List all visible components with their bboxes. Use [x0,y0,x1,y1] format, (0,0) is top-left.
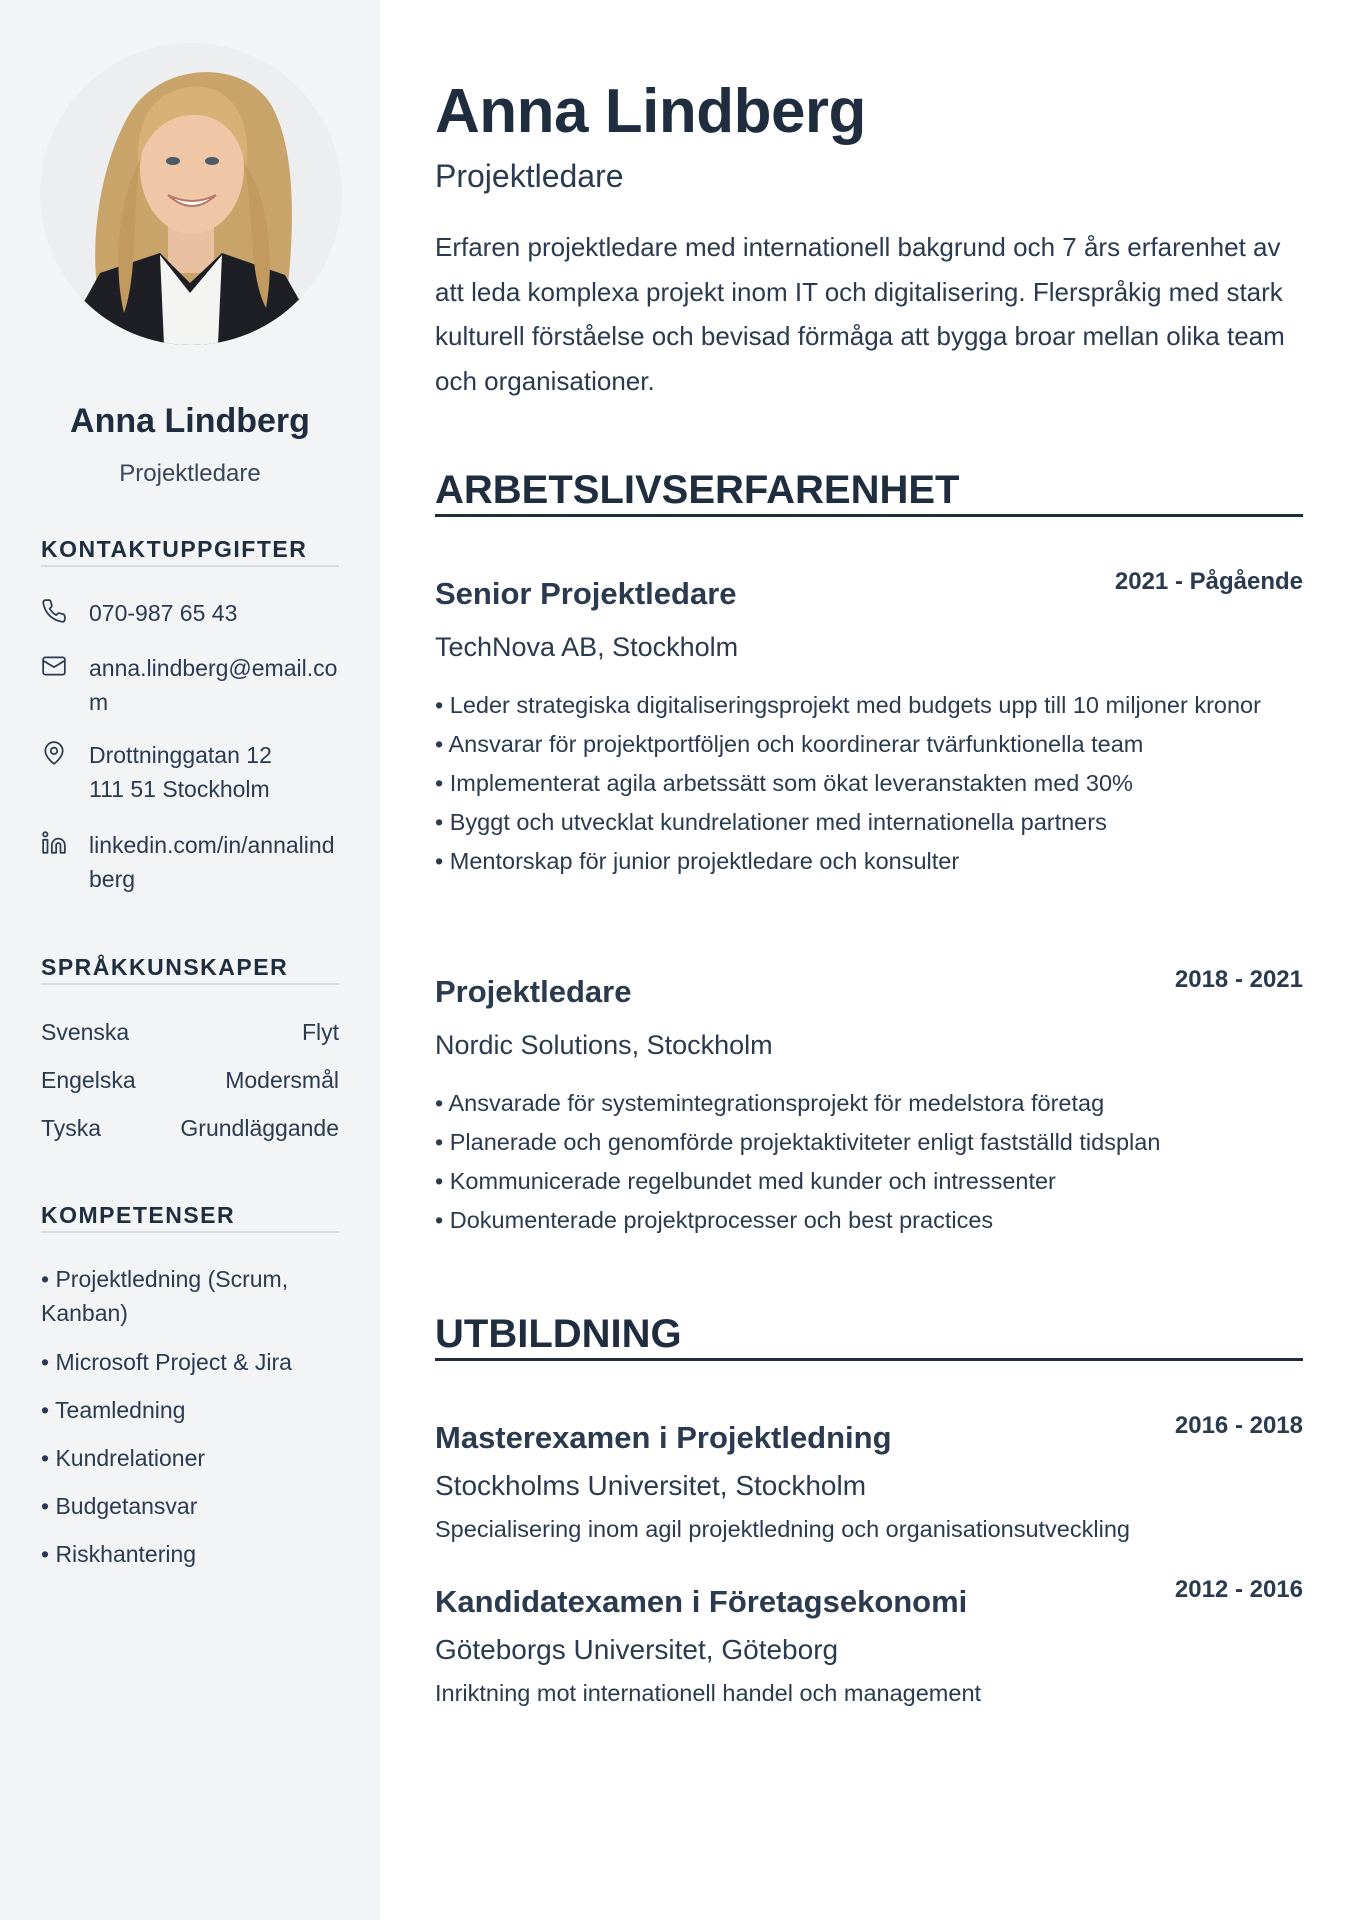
role-subtitle: Projektledare [435,158,624,194]
job-company: Nordic Solutions, Stockholm [435,1030,773,1060]
skill-item: • Kundrelationer [41,1445,206,1471]
list-item: • Kommunicerade regelbundet med kunder och intressenter [435,1168,1056,1194]
job-bullets [435,686,1265,881]
list-item: • Dokumenterade projektprocesser och best practices [435,1207,994,1233]
email-text[interactable]: anna.lindberg@email.com [89,655,338,715]
education-note: Specialisering inom agil projektledning och organisationsutveckling [435,1516,1130,1542]
skill-item: • Teamledning [41,1397,186,1423]
phone-icon [41,598,67,624]
experience-heading: ARBETSLIVSERFARENHET [435,466,1303,517]
sidebar-name: Anna Lindberg [70,402,310,440]
list-item: • Implementerat agila arbetssätt som ökat leveranstakten med 30% [435,770,1133,796]
job-dates: 2021 - Pågående [1114,568,1303,595]
list-item: • Planerade och genomförde projektaktiviteter enligt fastställd tidsplan [435,1129,1161,1155]
language-level: Flyt [301,1019,339,1045]
education-school: Göteborgs Universitet, Göteborg [435,1634,839,1665]
contact-heading: KONTAKTUPPGIFTER [41,536,339,567]
education-dates: 2012 - 2016 [1174,1576,1303,1603]
skill-item: • Microsoft Project & Jira [41,1349,292,1375]
phone-text: 070-987 65 43 [89,600,238,626]
job-title: Projektledare [435,974,632,1009]
list-item: • Leder strategiska digitaliseringsprojekt med budgets upp till 10 miljoner kronor [435,692,1261,718]
job-title: Senior Projektledare [435,576,737,611]
address-line2: 111 51 Stockholm [89,776,270,802]
job-dates: 2018 - 2021 [1174,966,1303,993]
linkedin-text[interactable]: linkedin.com/in/annalindberg [89,832,335,892]
job-company: TechNova AB, Stockholm [435,632,739,662]
education-heading: UTBILDNING [435,1310,1303,1361]
education-degree: Kandidatexamen i Företagsekonomi [435,1584,968,1619]
profile-summary: Erfaren projektledare med internationell bakgrund och 7 års erfarenhet av att leda komplexa projekt inom IT och digitalisering. Flerspråkig med stark kulturell förståelse och bevisad förmåga att bygga broar mellan olika team och organisationer. [435,232,1285,396]
language-level: Modersmål [225,1067,339,1093]
address-line1: Drottninggatan 12 [89,742,272,768]
language-name: Tyska [41,1115,102,1141]
job-bullets [435,1084,1265,1240]
list-item: • Ansvarade för systemintegrationsprojekt för medelstora företag [435,1090,1105,1116]
language-level: Grundläggande [180,1115,339,1141]
list-item: • Ansvarar för projektportföljen och koordinerar tvärfunktionella team [435,731,1144,757]
languages-heading: SPRÅKKUNSKAPER [41,954,339,985]
profile-photo [40,43,342,345]
sidebar-title: Projektledare [119,460,261,487]
education-school: Stockholms Universitet, Stockholm [435,1470,867,1501]
list-item: • Byggt och utvecklat kundrelationer med internationella partners [435,809,1107,835]
language-name: Engelska [41,1067,136,1093]
education-note: Inriktning mot internationell handel och management [435,1680,982,1706]
list-item: • Mentorskap för junior projektledare och konsulter [435,848,960,874]
skill-item: • Projektledning (Scrum, Kanban) [41,1266,289,1326]
education-dates: 2016 - 2018 [1174,1412,1303,1439]
mail-icon [41,653,67,679]
language-name: Svenska [41,1019,130,1045]
education-degree: Masterexamen i Projektledning [435,1420,892,1455]
skills-heading: KOMPETENSER [41,1202,339,1233]
location-pin-icon [41,740,67,766]
skill-item: • Budgetansvar [41,1493,198,1519]
linkedin-icon [41,830,67,856]
skill-item: • Riskhantering [41,1541,197,1567]
sidebar [0,0,380,1920]
page-title: Anna Lindberg [435,77,866,146]
